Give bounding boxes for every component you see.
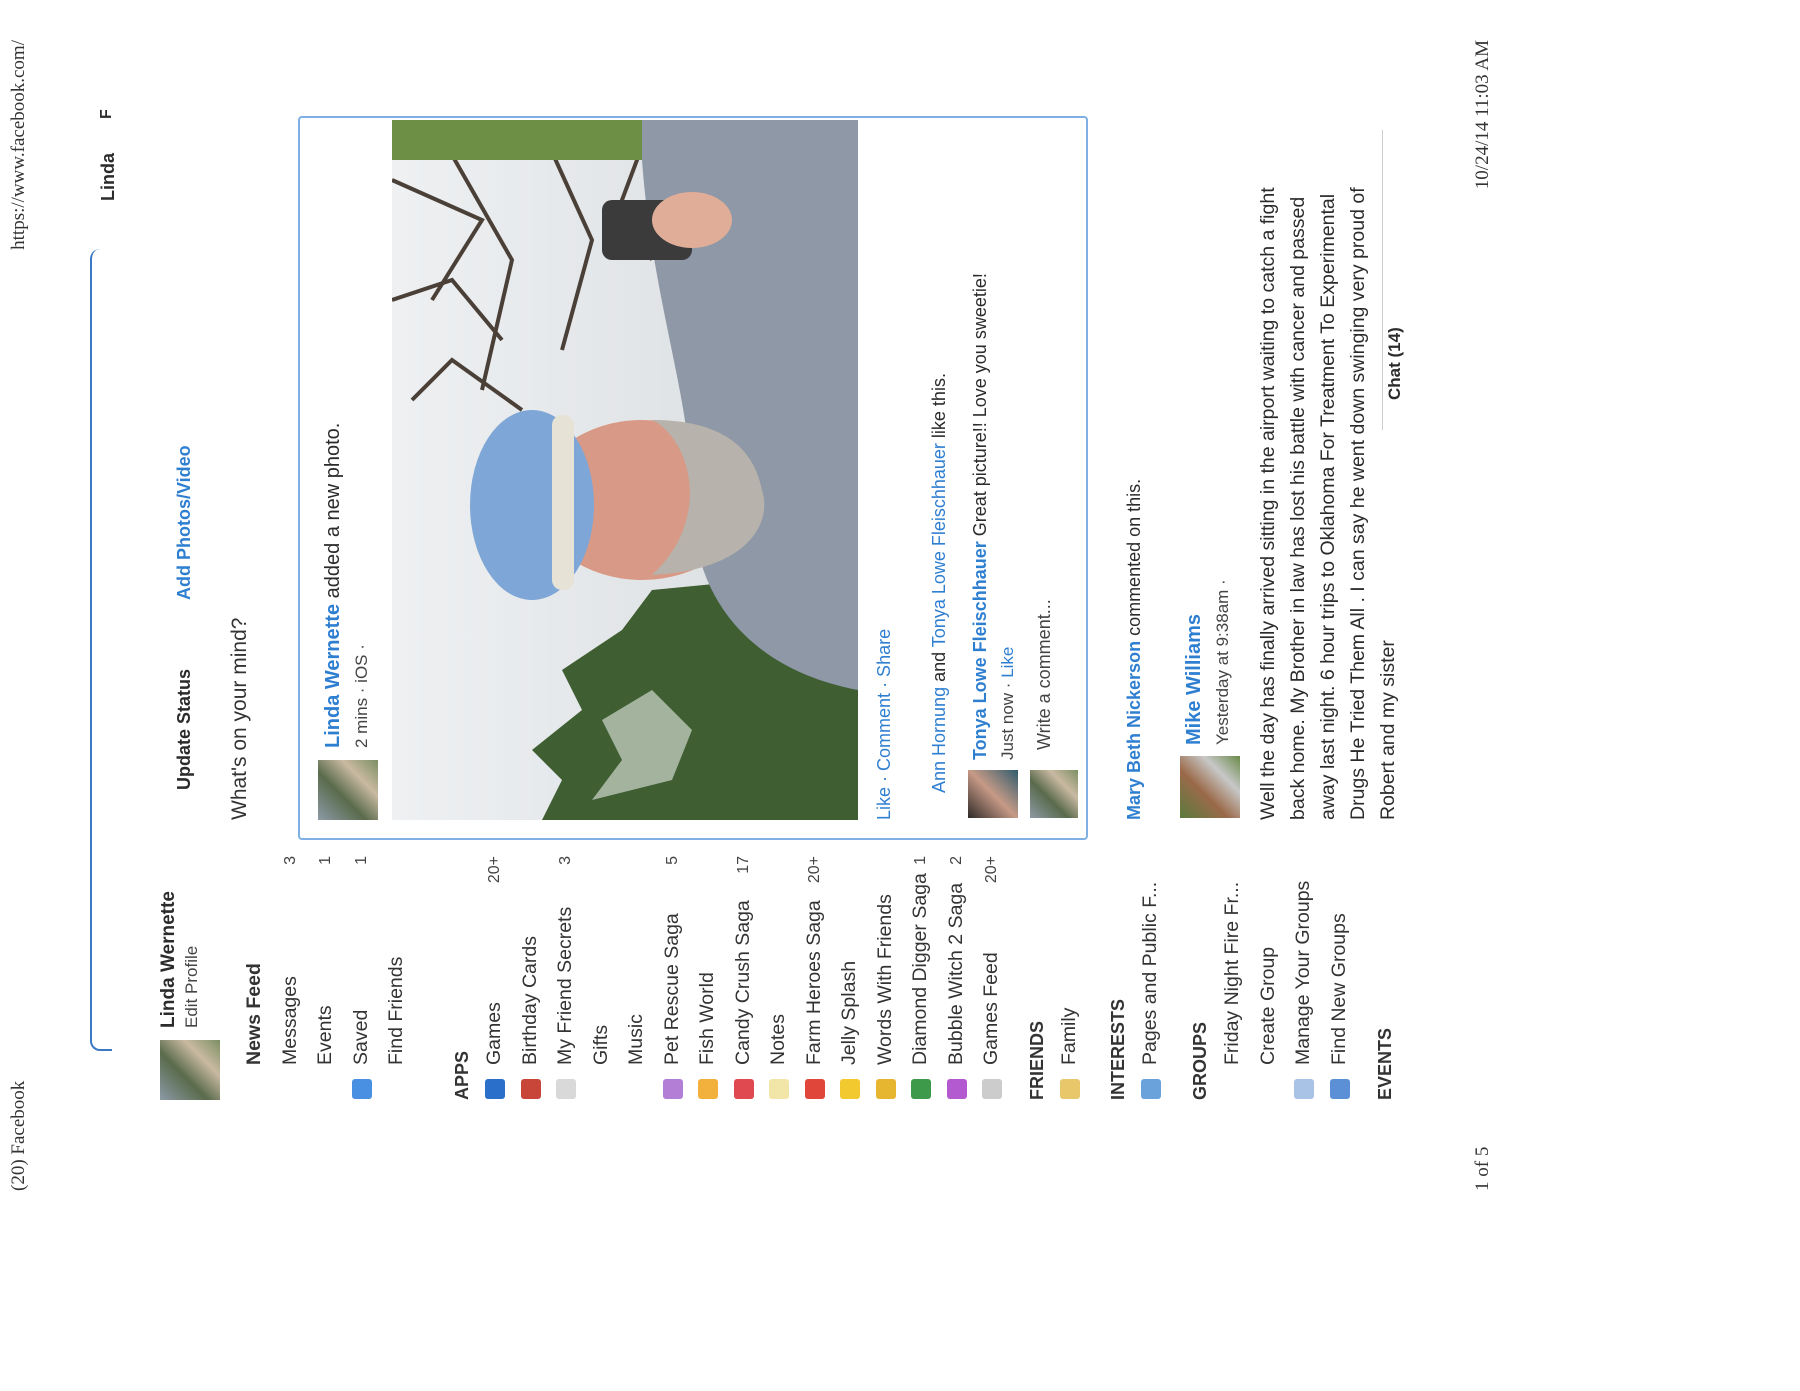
sidebar-friends (1022, 856, 1088, 1100)
profile-name[interactable]: Linda Wernette (158, 891, 179, 1028)
sidebar-item-count: 1 (352, 856, 370, 865)
sidebar-item-label: Farm Heroes Saga (802, 900, 825, 1065)
sidebar-item-label: Saved (349, 1009, 372, 1065)
home-icon[interactable]: F (98, 109, 115, 119)
sidebar-item-count: 2 (947, 856, 965, 865)
sidebar-item-label: Games Feed (980, 952, 1002, 1065)
sidebar-item-count: 17 (734, 856, 752, 874)
post2-text-line: away last night. 6 hour trips to Oklahoma For Treatment To Experimental (1317, 193, 1339, 820)
sidebar-item-events[interactable] (308, 856, 344, 1091)
activity-text: commented on this. (1124, 478, 1144, 641)
post-actions (874, 629, 895, 820)
sidebar-item-label: Pages and Public F... (1139, 881, 1161, 1065)
comment-text: Great picture!! Love you sweetie! (970, 273, 990, 542)
comment-meta (998, 647, 1018, 760)
family-icon (1060, 1079, 1080, 1099)
photo-image (392, 120, 858, 820)
find-groups-icon (1330, 1079, 1350, 1099)
sidebar-item-candy-crush-saga[interactable] (726, 856, 762, 1091)
bookmark-icon (352, 1079, 372, 1099)
share-button[interactable]: Share (874, 628, 894, 677)
post2-meta: Yesterday at 9:38am · (1213, 579, 1232, 745)
sidebar-item-words-with-friends[interactable] (868, 856, 904, 1091)
my-avatar-small (1030, 770, 1078, 818)
comment-button[interactable]: Comment (874, 692, 894, 771)
sidebar-item-fish-world[interactable] (690, 856, 726, 1091)
sidebar-item-jelly-splash[interactable] (832, 856, 868, 1091)
friends-header: FRIENDS (1027, 1020, 1047, 1100)
post-header (322, 423, 345, 748)
sidebar-item-label: Messages (278, 976, 301, 1065)
notes-icon (769, 1079, 789, 1099)
sidebar-item-messages[interactable] (273, 856, 309, 1091)
print-url: https://www.facebook.com/ (8, 40, 29, 250)
sidebar-item-label: Candy Crush Saga (731, 900, 754, 1065)
sidebar-item-label: Family (1058, 1007, 1080, 1065)
chat-bar-divider (1382, 130, 1383, 430)
post2-author-link[interactable]: Mike Williams (1183, 614, 1205, 745)
sidebar-item-label: Bubble Witch 2 Saga (944, 882, 967, 1065)
sidebar-item-label: My Friend Secrets (554, 906, 576, 1065)
sidebar-item-count: 1 (912, 856, 929, 865)
sidebar-groups (1185, 856, 1357, 1100)
sidebar-item-manage-your-groups[interactable] (1286, 856, 1322, 1091)
sidebar-item-count: 20+ (486, 856, 503, 884)
sidebar-item-count: 20+ (805, 856, 823, 884)
update-status-button[interactable]: Update Status (174, 668, 194, 790)
commenter-avatar[interactable] (968, 770, 1018, 818)
post2-text-line: Drugs He Tried Them All . I can say he went down swinging very proud of (1347, 187, 1369, 820)
sidebar-item-farm-heroes-saga[interactable] (797, 856, 833, 1091)
sidebar-item-label: Gifts (589, 1024, 612, 1065)
likes-and-text: and (929, 647, 949, 687)
jelly-splash-icon (840, 1079, 860, 1099)
sidebar-item-label: Jelly Splash (838, 960, 860, 1065)
sidebar-item-count: 5 (663, 856, 681, 865)
diamond-digger-icon (911, 1079, 931, 1099)
sidebar-item-label: Create Group (1256, 946, 1279, 1065)
sidebar-item-label: Music (625, 1014, 647, 1065)
status-input[interactable]: What's on your mind? (228, 617, 251, 820)
sidebar-item-label: Pet Rescue Saga (660, 913, 683, 1065)
sidebar-item-bubble-witch-2-saga[interactable] (939, 856, 975, 1091)
sidebar-item-label: Events (314, 1005, 336, 1065)
comment (970, 273, 991, 760)
sidebar-item-label: Birthday Cards (518, 936, 541, 1065)
sidebar-item-music[interactable] (619, 856, 655, 1091)
sidebar-item-label: Manage Your Groups (1292, 880, 1314, 1065)
activity-line (1124, 479, 1145, 820)
sidebar-item-games-feed[interactable] (974, 856, 1010, 1091)
chat-button[interactable]: Chat (14) (1385, 327, 1404, 400)
interests-header: INTERESTS (1108, 998, 1128, 1100)
edit-profile-link[interactable]: Edit Profile (182, 945, 201, 1028)
sidebar-item-news-feed[interactable] (237, 856, 273, 1091)
post-author-link[interactable]: Linda Wernette (322, 603, 344, 748)
events-header: EVENTS (1375, 1027, 1395, 1100)
apps-header: APPS (452, 1050, 472, 1100)
games-icon (485, 1079, 505, 1099)
sidebar-item-count: 20+ (983, 856, 1000, 884)
print-tab-title: (20) Facebook (8, 1080, 29, 1191)
sidebar-events (1370, 856, 1400, 1100)
post2-author-avatar[interactable] (1180, 756, 1240, 818)
topbar-user-name[interactable]: Linda (98, 153, 118, 201)
sidebar-item-pages-and-public-f[interactable] (1133, 856, 1169, 1091)
like-button[interactable]: Like (874, 786, 894, 820)
friend-secrets-icon (556, 1079, 576, 1099)
sidebar-item-label: Diamond Digger Saga (909, 873, 931, 1065)
post2-text-line: Well the day has finally arrived sitting in the airport waiting to catch a fight (1257, 187, 1279, 820)
sidebar-item-my-friend-secrets[interactable] (548, 856, 584, 1091)
liker-link[interactable]: Ann Hornung (929, 686, 949, 793)
pages-feed-icon (1141, 1079, 1161, 1099)
birthday-cards-icon (521, 1079, 541, 1099)
pet-rescue-icon (663, 1079, 683, 1099)
sidebar-item-notes[interactable] (761, 856, 797, 1091)
sidebar-item-count: 3 (557, 856, 574, 865)
fish-world-icon (698, 1079, 718, 1099)
post-action-text: added a new photo. (322, 422, 344, 604)
words-with-friends-icon (876, 1079, 896, 1099)
sidebar-item-create-group[interactable] (1251, 856, 1287, 1091)
write-comment-input[interactable]: Write a comment... (1034, 599, 1054, 750)
liker-link[interactable]: Tonya Lowe Fleischhauer (929, 443, 949, 648)
sidebar-item-label: News Feed (243, 963, 265, 1065)
separator: · (874, 770, 894, 787)
likes-suffix-text: like this. (929, 373, 949, 444)
sidebar-item-label: Find New Groups (1327, 913, 1350, 1065)
print-timestamp: 10/24/14 11:03 AM (1472, 40, 1493, 190)
sidebar-item-friday-night-fire-fr[interactable] (1215, 856, 1251, 1091)
sidebar-item-count: 3 (281, 856, 299, 865)
sidebar-interests (1103, 856, 1169, 1100)
add-photos-button[interactable]: Add Photos/Video (174, 445, 194, 600)
likes-summary (929, 373, 950, 793)
groups-header: GROUPS (1190, 1021, 1210, 1100)
post2-text-line: back home. My Brother in law has lost his battle with cancer and passed (1287, 196, 1309, 820)
profile-avatar[interactable] (160, 1040, 220, 1100)
sidebar-item-label: Words With Friends (873, 894, 896, 1065)
post-photo[interactable] (392, 120, 858, 820)
sidebar-item-birthday-cards[interactable] (513, 856, 549, 1091)
post-meta: 2 mins · iOS · (352, 644, 371, 748)
sidebar-item-label: Friday Night Fire Fr... (1221, 881, 1243, 1065)
post2-text-line: Robert and my sister (1377, 640, 1399, 820)
sidebar-apps (447, 856, 1010, 1100)
bubble-witch-icon (947, 1079, 967, 1099)
sidebar-item-diamond-digger-saga[interactable] (903, 856, 939, 1091)
comment-time: Just now · (998, 677, 1017, 760)
manage-groups-icon (1294, 1079, 1314, 1099)
top-bar (90, 249, 112, 1051)
sidebar-item-label: Fish World (696, 972, 718, 1065)
post-author-avatar[interactable] (318, 760, 378, 820)
sidebar-item-label: Find Friends (385, 956, 407, 1065)
sidebar-item-games[interactable] (477, 856, 513, 1091)
sidebar-item-count: 1 (317, 856, 334, 865)
games-feed-icon (982, 1079, 1002, 1099)
farm-heroes-icon (805, 1079, 825, 1099)
sidebar-item-label: Games (483, 1002, 505, 1065)
sidebar-item-find-friends[interactable] (379, 856, 415, 1091)
activity-person-link[interactable]: Mary Beth Nickerson (1124, 640, 1144, 820)
sidebar-item-family[interactable] (1052, 856, 1088, 1091)
sidebar-item-label: Notes (767, 1014, 789, 1065)
comment-author-link[interactable]: Tonya Lowe Fleischhauer (970, 541, 990, 760)
sidebar-item-gifts[interactable] (584, 856, 620, 1091)
candy-crush-icon (734, 1079, 754, 1099)
print-page-indicator: 1 of 5 (1472, 1146, 1493, 1191)
sidebar-item-pet-rescue-saga[interactable] (655, 856, 691, 1091)
comment-like-button[interactable]: Like (998, 646, 1017, 678)
sidebar-nav (237, 856, 415, 1091)
sidebar-item-saved[interactable] (344, 856, 380, 1091)
separator: · (874, 676, 894, 693)
sidebar-item-find-new-groups[interactable] (1322, 856, 1358, 1091)
